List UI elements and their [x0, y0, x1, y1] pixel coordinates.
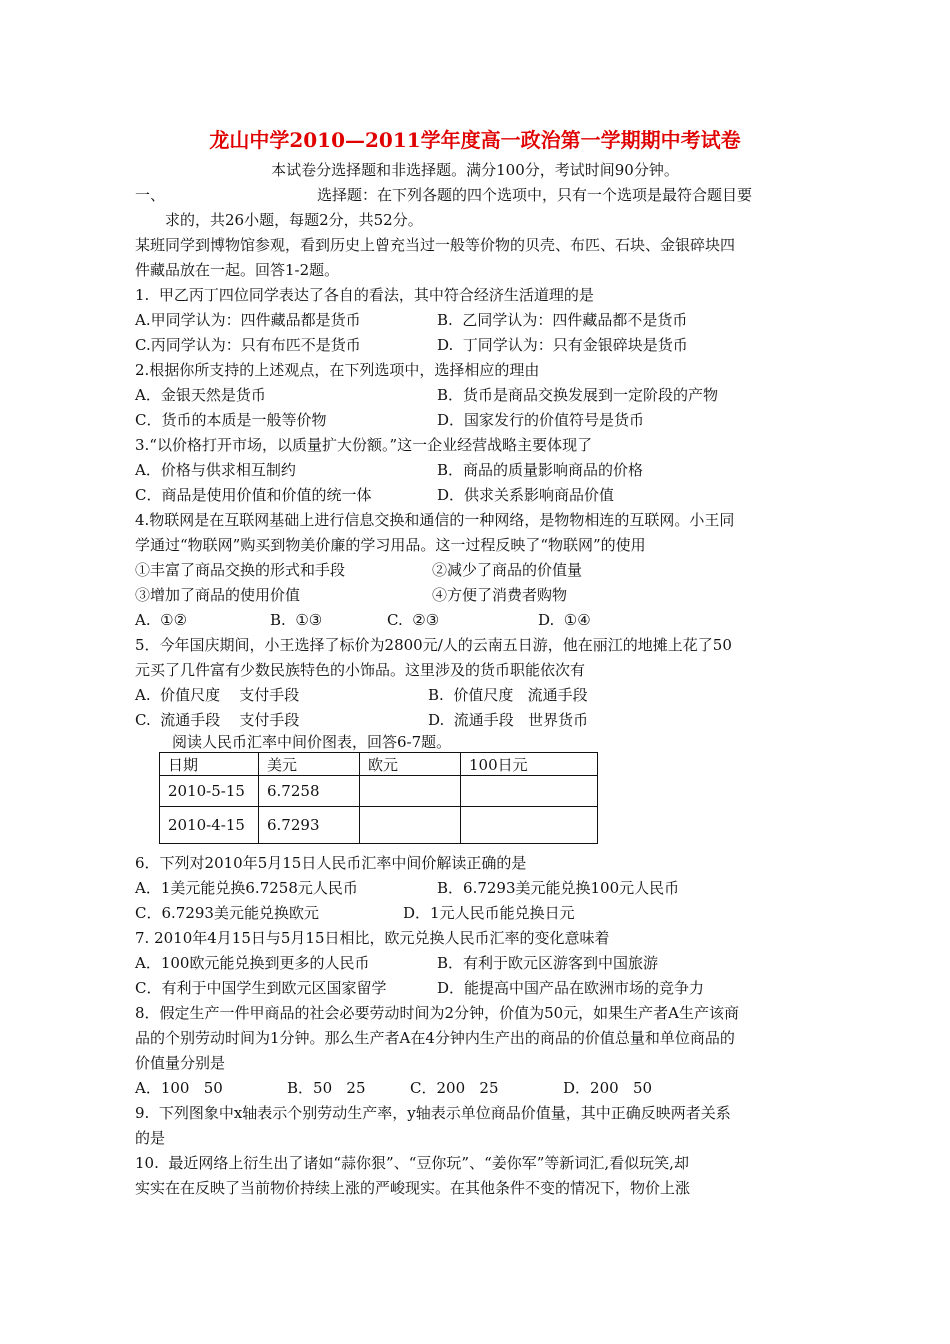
table-cell [461, 776, 598, 807]
question-2-option-b: B．货币是商品交换发展到一定阶段的产物 [437, 386, 719, 404]
question-4-option-d: D. ①④ [538, 611, 591, 629]
question-4-statement-3: ③增加了商品的使用价值 [135, 586, 301, 604]
question-2-option-a: A．金银天然是货币 [135, 386, 266, 404]
question-8-option-b: B．50 25 [287, 1079, 366, 1097]
table-cell: 6.7258 [259, 776, 360, 807]
question-1-option-b: B. 乙同学认为：四件藏品都不是货币 [437, 311, 688, 329]
question-5-option-c: C. 流通手段 支付手段 [135, 711, 300, 729]
question-6-stem: 6．下列对2010年5月15日人民币汇率中间价解读正确的是 [135, 854, 527, 872]
question-8-stem-cont: 价值量分别是 [135, 1054, 226, 1072]
question-3-option-a: A．价格与供求相互制约 [135, 461, 296, 479]
question-4-stem-cont: 学通过“物联网”购买到物美价廉的学习用品。这一过程反映了“物联网”的使用 [135, 536, 646, 554]
question-10-stem: 10. 最近网络上衍生出了诸如“蒜你狠”、“豆你玩”、“姜你军”等新词汇,看似玩笑,却 [135, 1154, 689, 1172]
question-4-statement-4: ④方便了消费者购物 [432, 586, 568, 604]
question-7-option-b: B．有利于欧元区游客到中国旅游 [437, 954, 659, 972]
question-2-option-c: C．货币的本质是一般等价物 [135, 411, 327, 429]
question-2-stem: 2.根据你所支持的上述观点，在下列选项中，选择相应的理由 [135, 361, 540, 379]
table-cell [360, 776, 461, 807]
question-7-option-a: A．100欧元能兑换到更多的人民币 [135, 954, 370, 972]
question-1-option-c: C.丙同学认为：只有布匹不是货币 [135, 336, 361, 354]
question-9-stem-cont: 的是 [135, 1129, 166, 1147]
table-cell [461, 807, 598, 844]
question-6-option-c: C．6.7293美元能兑换欧元 [135, 904, 319, 922]
table-cell: 2010-4-15 [160, 807, 259, 844]
exchange-rate-table [159, 752, 598, 844]
section-number: 一、 [135, 186, 166, 204]
question-1-stem: 1. 甲乙丙丁四位同学表达了各自的看法，其中符合经济生活道理的是 [135, 286, 594, 304]
table-header-cell: 日期 [160, 753, 259, 776]
question-4-statement-1: ①丰富了商品交换的形式和手段 [135, 561, 346, 579]
question-6-option-b: B．6.7293美元能兑换100元人民币 [437, 879, 680, 897]
intro-line: 件藏品放在一起。回答1-2题。 [135, 261, 340, 279]
table-cell: 6.7293 [259, 807, 360, 844]
table-header-cell: 美元 [259, 753, 360, 776]
question-7-option-d: D．能提高中国产品在欧洲市场的竞争力 [437, 979, 705, 997]
exam-subtitle: 本试卷分选择题和非选择题。满分100分，考试时间90分钟。 [271, 161, 679, 179]
question-10-stem-cont: 实实在在反映了当前物价持续上涨的严峻现实。在其他条件不变的情况下，物价上涨 [135, 1179, 691, 1197]
table-cell: 2010-5-15 [160, 776, 259, 807]
question-2-option-d: D．国家发行的价值符号是货币 [437, 411, 645, 429]
question-5-stem: 5．今年国庆期间，小王选择了标价为2800元/人的云南五日游，他在丽江的地摊上花了50 [135, 636, 732, 654]
question-1-option-d: D. 丁同学认为：只有金银碎块是货币 [437, 336, 688, 354]
question-4-option-b: B. ①③ [270, 611, 323, 629]
question-8-option-a: A．100 50 [135, 1079, 223, 1097]
question-5-option-a: A. 价值尺度 支付手段 [135, 686, 300, 704]
question-3-option-d: D．供求关系影响商品价值 [437, 486, 615, 504]
intro-line: 某班同学到博物馆参观，看到历史上曾充当过一般等价物的贝壳、布匹、石块、金银碎块四 [135, 236, 736, 254]
section-instruction-cont: 求的，共26小题，每题2分，共52分。 [165, 211, 423, 229]
question-4-option-c: C. ②③ [387, 611, 440, 629]
table-intro: 阅读人民币汇率中间价图表，回答6-7题。 [172, 733, 452, 751]
question-7-option-c: C．有利于中国学生到欧元区国家留学 [135, 979, 387, 997]
table-row [160, 807, 598, 844]
question-9-stem: 9. 下列图象中x轴表示个别劳动生产率，y轴表示单位商品价值量，其中正确反映两者关系 [135, 1104, 731, 1122]
question-8-stem: 8．假定生产一件甲商品的社会必要劳动时间为2分钟，价值为50元，如果生产者A生产该商 [135, 1004, 740, 1022]
question-6-option-a: A．1美元能兑换6.7258元人民币 [135, 879, 358, 897]
question-5-stem-cont: 元买了几件富有少数民族特色的小饰品。这里涉及的货币职能依次有 [135, 661, 586, 679]
question-7-stem: 7. 2010年4月15日与5月15日相比，欧元兑换人民币汇率的变化意味着 [135, 929, 610, 947]
table-row [160, 776, 598, 807]
question-4-stem: 4.物联网是在互联网基础上进行信息交换和通信的一种网络，是物物相连的互联网。小王同 [135, 511, 735, 529]
question-3-stem: 3.“以价格打开市场，以质量扩大份额。”这一企业经营战略主要体现了 [135, 436, 593, 454]
section-instruction: 选择题：在下列各题的四个选项中，只有一个选项是最符合题目要 [317, 186, 753, 204]
table-header-cell: 100日元 [461, 753, 598, 776]
question-5-option-d: D. 流通手段 世界货币 [428, 711, 589, 729]
table-header-row [160, 753, 598, 776]
question-3-option-b: B．商品的质量影响商品的价格 [437, 461, 644, 479]
question-1-option-a: A.甲同学认为：四件藏品都是货币 [135, 311, 361, 329]
question-8-option-c: C．200 25 [410, 1079, 499, 1097]
question-5-option-b: B. 价值尺度 流通手段 [428, 686, 588, 704]
table-header-cell: 欧元 [360, 753, 461, 776]
exam-title: 龙山中学2010—2011学年度高一政治第一学期期中考试卷 [209, 128, 741, 152]
table-cell [360, 807, 461, 844]
question-6-option-d: D．1元人民币能兑换日元 [403, 904, 575, 922]
question-3-option-c: C．商品是使用价值和价值的统一体 [135, 486, 372, 504]
question-8-option-d: D．200 50 [563, 1079, 653, 1097]
question-4-option-a: A. ①② [135, 611, 188, 629]
question-4-statement-2: ②减少了商品的价值量 [432, 561, 583, 579]
question-8-stem-cont: 品的个别劳动时间为1分钟。那么生产者A在4分钟内生产出的商品的价值总量和单位商品的 [135, 1029, 735, 1047]
